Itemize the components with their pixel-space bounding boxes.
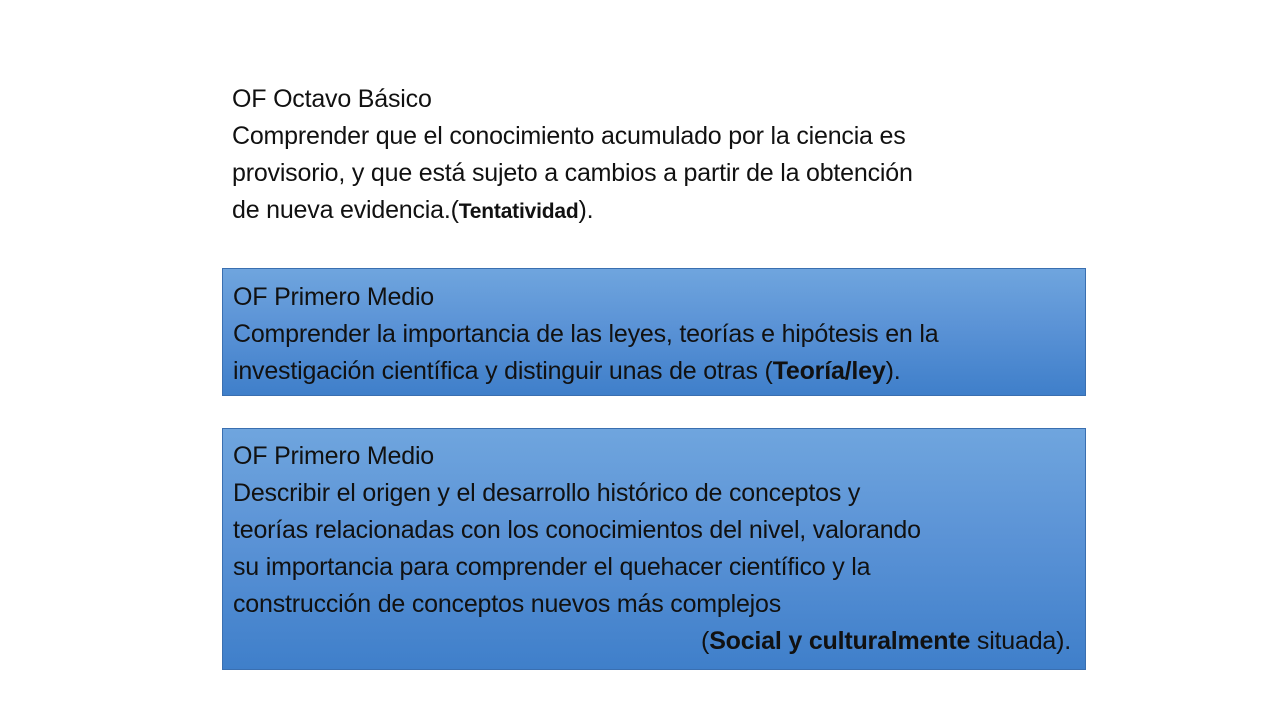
block-last-line: [233, 623, 1085, 660]
block-last-line: [233, 353, 1085, 390]
block-title: OF Primero Medio: [233, 283, 435, 311]
line-text: situada).: [970, 627, 1071, 655]
highlight-term: Teoría/ley: [772, 357, 886, 385]
line-text: ).: [885, 357, 901, 385]
block-title: OF Octavo Básico: [232, 85, 432, 113]
block-line: Comprender que el conocimiento acumulado por la ciencia es: [232, 122, 906, 150]
block-title: OF Primero Medio: [233, 442, 435, 470]
block-line: construcción de conceptos nuevos más complejos: [233, 590, 782, 618]
line-text: investigación científica y distinguir unas de otras (: [233, 357, 773, 385]
block-line: su importancia para comprender el quehacer científico y la: [233, 553, 871, 581]
highlight-term: Tentatividad: [458, 200, 579, 223]
line-text: (: [701, 627, 710, 655]
objective-primero-medio-leyes: [222, 268, 1086, 396]
block-line: Describir el origen y el desarrollo histórico de conceptos y: [233, 479, 861, 507]
objective-primero-medio-historia: [222, 428, 1086, 670]
line-text: de nueva evidencia.(: [232, 196, 459, 224]
block-last-line: [232, 192, 1092, 230]
objective-octavo-basico: [232, 81, 1092, 230]
block-line: provisorio, y que está sujeto a cambios a partir de la obtención: [232, 159, 913, 187]
block-line: teorías relacionadas con los conocimientos del nivel, valorando: [233, 516, 921, 544]
block-line: Comprender la importancia de las leyes, teorías e hipótesis en la: [233, 320, 939, 348]
highlight-term: Social y culturalmente: [709, 627, 971, 655]
line-text: ).: [578, 196, 594, 224]
